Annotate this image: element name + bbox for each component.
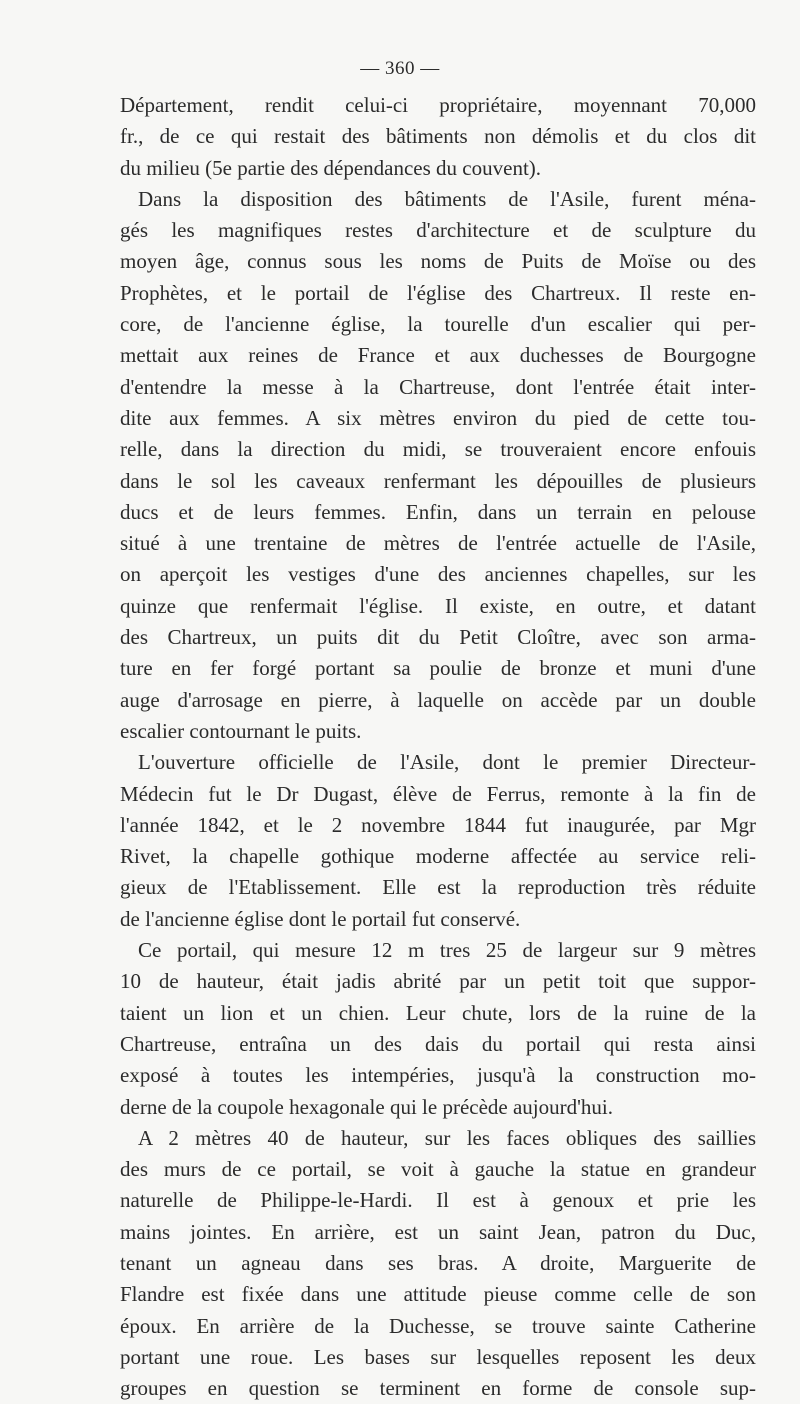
page-number: — 360 —	[360, 58, 440, 79]
text-line: de l'ancienne église dont le portail fut conservé.	[120, 906, 521, 931]
text-line: naturelle de Philippe-le-Hardi. Il est à genoux et prie les	[120, 1188, 756, 1213]
text-line: mains jointes. En arrière, est un saint Jean, patron du Duc,	[120, 1219, 756, 1244]
text-line: escalier contournant le puits.	[120, 718, 362, 743]
text-line: Médecin fut le Dr Dugast, élève de Ferrus, remonte à la fin de	[120, 781, 756, 806]
text-line: d'entendre la messe à la Chartreuse, dont l'entrée était inter-	[120, 374, 756, 399]
text-line: portant une roue. Les bases sur lesquelles reposent les deux	[120, 1344, 756, 1369]
text-line: Ce portail, qui mesure 12 m tres 25 de largeur sur 9 mètres	[138, 938, 756, 963]
text-line: des Chartreux, un puits dit du Petit Cloître, avec son arma-	[120, 625, 756, 650]
text-line: ture en fer forgé portant sa poulie de bronze et muni d'une	[120, 656, 756, 681]
text-line: fr., de ce qui restait des bâtiments non démolis et du clos dit	[120, 124, 756, 149]
text-line: Flandre est fixée dans une attitude pieuse comme celle de son	[120, 1282, 756, 1307]
text-line: Chartreuse, entraîna un des dais du portail qui resta ainsi	[120, 1031, 756, 1056]
text-line: moyen âge, connus sous les noms de Puits de Moïse ou des	[120, 249, 756, 274]
text-line: mettait aux reines de France et aux duchesses de Bourgogne	[120, 343, 756, 368]
text-line: exposé à toutes les intempéries, jusqu'à la construction mo-	[120, 1063, 756, 1088]
text-line: 10 de hauteur, était jadis abrité par un petit toit que suppor-	[120, 969, 756, 994]
text-line: dans le sol les caveaux renfermant les dépouilles de plusieurs	[120, 468, 756, 493]
text-line: L'ouverture officielle de l'Asile, dont le premier Directeur-	[138, 750, 756, 775]
text-line: gieux de l'Etablissement. Elle est la reproduction très réduite	[120, 875, 756, 900]
text-line: core, de l'ancienne église, la tourelle d'un escalier qui per-	[120, 312, 756, 337]
text-line: gés les magnifiques restes d'architecture et de sculpture du	[120, 218, 756, 243]
body-text	[120, 90, 756, 1404]
text-line: époux. En arrière de la Duchesse, se trouve sainte Catherine	[120, 1313, 756, 1338]
text-line: A 2 mètres 40 de hauteur, sur les faces obliques des saillies	[138, 1125, 756, 1150]
text-line: Dans la disposition des bâtiments de l'Asile, furent ména-	[138, 186, 756, 211]
text-line: situé à une trentaine de mètres de l'entrée actuelle de l'Asile,	[120, 531, 756, 556]
text-line: taient un lion et un chien. Leur chute, lors de la ruine de la	[120, 1000, 756, 1025]
text-line: relle, dans la direction du midi, se trouveraient encore enfouis	[120, 437, 756, 462]
text-line: on aperçoit les vestiges d'une des anciennes chapelles, sur les	[120, 562, 756, 587]
text-line: ducs et de leurs femmes. Enfin, dans un terrain en pelouse	[120, 499, 756, 524]
text-line: du milieu (5e partie des dépendances du couvent).	[120, 155, 542, 180]
text-line: quinze que renfermait l'église. Il existe, en outre, et datant	[120, 593, 756, 618]
text-line: Rivet, la chapelle gothique moderne affectée au service reli-	[120, 844, 756, 869]
text-line: groupes en question se terminent en forme de console sup-	[120, 1376, 756, 1401]
text-line: dite aux femmes. A six mètres environ du pied de cette tou-	[120, 405, 756, 430]
text-line: Prophètes, et le portail de l'église des Chartreux. Il reste en-	[120, 280, 756, 305]
text-line: Département, rendit celui-ci propriétaire, moyennant 70,000	[120, 93, 756, 117]
text-line: l'année 1842, et le 2 novembre 1844 fut inaugurée, par Mgr	[120, 812, 756, 837]
text-line: des murs de ce portail, se voit à gauche la statue en grandeur	[120, 1157, 756, 1182]
text-line: derne de la coupole hexagonale qui le précède aujourd'hui.	[120, 1094, 613, 1119]
text-line: tenant un agneau dans ses bras. A droite, Marguerite de	[120, 1250, 756, 1275]
text-line: auge d'arrosage en pierre, à laquelle on accède par un double	[120, 687, 756, 712]
